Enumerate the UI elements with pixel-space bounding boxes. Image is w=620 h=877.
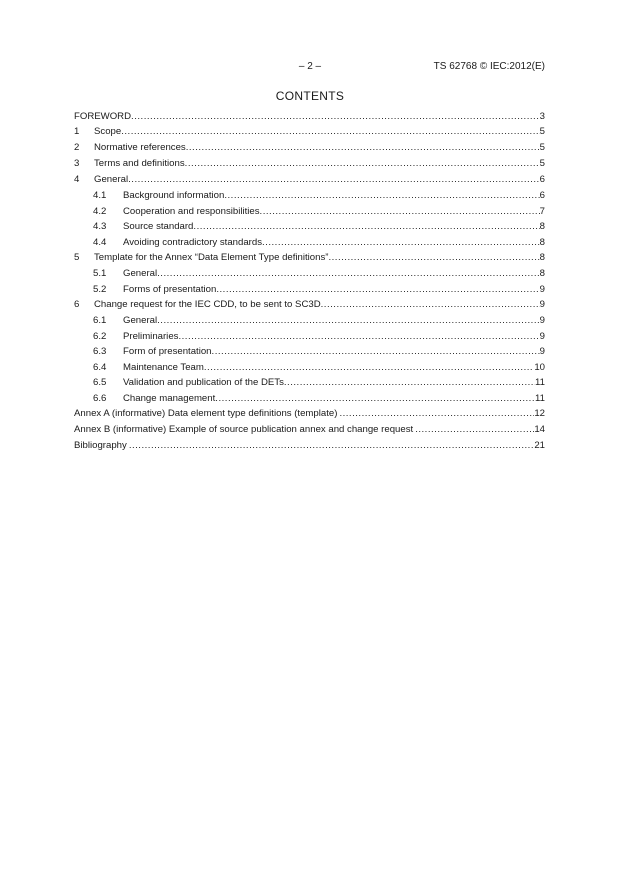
toc-entry-number: 6.5 <box>93 377 107 388</box>
dot-leader <box>339 408 534 419</box>
toc-entry-page: 9 <box>539 299 545 310</box>
toc-entry[interactable] <box>74 424 545 440</box>
dot-leader <box>215 393 535 404</box>
toc-entry-page: 6 <box>539 190 545 201</box>
dot-leader <box>129 440 535 451</box>
dot-leader <box>157 315 540 326</box>
toc-entry-page: 14 <box>534 424 545 435</box>
toc-entry-title: Forms of presentation <box>123 283 217 295</box>
toc-entry-page: 8 <box>539 268 545 279</box>
toc-entry-number: 4.4 <box>93 236 107 248</box>
toc-entry[interactable] <box>74 346 545 362</box>
toc-entry-title: General <box>123 315 158 326</box>
toc-entry-title: Normative references <box>94 142 186 153</box>
toc-entry-page: 6 <box>539 174 545 185</box>
toc-entry[interactable] <box>74 377 545 393</box>
dot-leader <box>131 111 540 122</box>
toc-entry[interactable] <box>74 158 545 174</box>
toc-entry[interactable] <box>74 111 545 126</box>
toc-entry-title: Validation and publication of the DETs <box>123 377 284 388</box>
toc-entry-title: Cooperation and responsibilities <box>123 205 260 217</box>
toc-entry-number: 6 <box>74 299 80 310</box>
toc-entry-page: 5 <box>539 158 545 169</box>
toc-entry[interactable] <box>74 221 545 237</box>
toc-entry-page: 8 <box>539 252 545 263</box>
toc-entry-number: 6.3 <box>93 346 107 357</box>
dot-leader <box>121 126 539 137</box>
toc-entry-number: 6.4 <box>93 361 107 373</box>
toc-entry[interactable] <box>74 362 545 378</box>
toc-entry-page: 11 <box>535 392 545 404</box>
toc-entry-number: 5.1 <box>93 268 107 279</box>
toc-entry-title: General <box>123 268 158 279</box>
toc-entry-page: 10 <box>534 361 545 373</box>
toc-entry-title: Change management <box>123 392 216 404</box>
toc-entry-number: 6.1 <box>93 315 107 326</box>
toc-entry-title: Source standard <box>123 221 194 232</box>
dot-leader <box>204 362 534 373</box>
toc-entry-page: 5 <box>539 126 545 137</box>
toc-entry-number: 4.1 <box>93 190 107 201</box>
dot-leader <box>193 221 539 232</box>
dot-leader <box>415 424 534 435</box>
dot-leader <box>284 377 535 388</box>
toc-entry[interactable] <box>74 174 545 190</box>
toc-entry-title: General <box>94 174 129 185</box>
toc-entry-number: 6.2 <box>93 330 107 342</box>
toc-entry-title: Avoiding contradictory standards <box>123 236 263 248</box>
toc-entry-title: FOREWORD <box>74 111 132 122</box>
toc-entry-title: Maintenance Team <box>123 361 204 373</box>
toc-entry[interactable] <box>74 440 545 456</box>
toc-entry-title: Change request for the IEC CDD, to be sent to SC3D <box>94 299 321 310</box>
dot-leader <box>224 190 539 201</box>
page-number: – 2 – <box>298 61 322 72</box>
toc-entry-page: 8 <box>539 221 545 232</box>
toc-entry-number: 4.2 <box>93 205 107 217</box>
toc-entry-number: 1 <box>74 126 80 137</box>
toc-entry-title: Bibliography <box>74 440 127 451</box>
toc-entry-number: 4.3 <box>93 221 107 232</box>
dot-leader <box>321 299 540 310</box>
toc-entry-page: 5 <box>539 142 545 153</box>
toc-entry-title: Template for the Annex “Data Element Type definitions” <box>94 252 329 263</box>
dot-leader <box>260 206 540 217</box>
dot-leader <box>186 142 540 153</box>
toc-entry-page: 8 <box>539 236 545 248</box>
dot-leader <box>185 158 540 169</box>
toc-entry[interactable] <box>74 126 545 142</box>
dot-leader <box>178 331 539 342</box>
toc-entry-page: 11 <box>535 377 545 388</box>
dot-leader <box>212 346 540 357</box>
toc-entry-page: 9 <box>539 346 545 357</box>
toc-entry-page: 12 <box>534 408 545 419</box>
toc-entry-title: Annex A (informative) Data element type definitions (template) <box>74 408 338 419</box>
toc-entry-page: 9 <box>539 330 545 342</box>
dot-leader <box>128 174 540 185</box>
toc-entry-number: 4 <box>74 174 80 185</box>
toc-entry-page: 7 <box>539 205 545 217</box>
toc-entry[interactable] <box>74 142 545 158</box>
toc-entry-page: 9 <box>539 315 545 326</box>
dot-leader <box>262 237 540 248</box>
toc-entry-number: 5 <box>74 252 80 263</box>
toc-entry-page: 3 <box>539 111 545 122</box>
dot-leader <box>328 252 539 263</box>
toc-entry[interactable] <box>74 393 545 409</box>
toc-entry-page: 21 <box>534 440 545 451</box>
toc-entry[interactable] <box>74 206 545 222</box>
toc-entry-number: 5.2 <box>93 283 107 295</box>
toc-entry-title: Terms and definitions <box>94 158 185 169</box>
dot-leader <box>216 284 539 295</box>
toc-entry-title: Annex B (informative) Example of source publication annex and change request <box>74 424 414 435</box>
toc-entry[interactable] <box>74 315 545 331</box>
toc-entry[interactable] <box>74 190 545 206</box>
toc-entry-number: 3 <box>74 158 80 169</box>
toc-entry-title: Scope <box>94 126 122 137</box>
toc-entry-number: 6.6 <box>93 392 107 404</box>
toc-entry-page: 9 <box>539 283 545 295</box>
toc-entry[interactable] <box>74 252 545 268</box>
table-of-contents <box>74 111 545 456</box>
toc-entry[interactable] <box>74 408 545 424</box>
document-reference: TS 62768 © IEC:2012(E) <box>433 61 545 72</box>
toc-entry[interactable] <box>74 268 545 284</box>
toc-entry[interactable] <box>74 299 545 315</box>
toc-entry[interactable] <box>74 284 545 300</box>
toc-entry-number: 2 <box>74 142 80 153</box>
toc-entry-title: Background information <box>123 190 225 201</box>
toc-entry-title: Preliminaries <box>123 330 179 342</box>
toc-entry[interactable] <box>74 331 545 347</box>
toc-entry-title: Form of presentation <box>123 346 212 357</box>
toc-entry[interactable] <box>74 237 545 253</box>
dot-leader <box>157 268 540 279</box>
contents-title: CONTENTS <box>275 89 345 103</box>
